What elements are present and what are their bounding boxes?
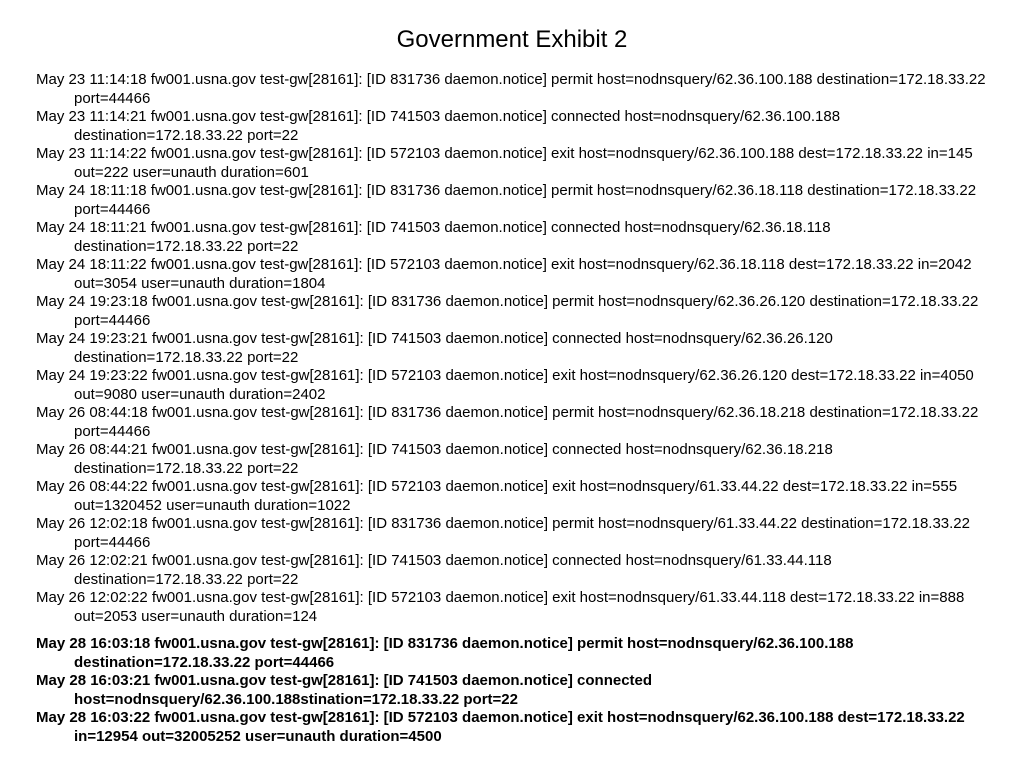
highlighted-log-entry: May 28 16:03:18 fw001.usna.gov test-gw[28161]: [ID 831736 daemon.notice] permit host=nodnsquery/62.36.100.188 destination=172.18.33.22 port=44466 — [36, 635, 854, 671]
log-entry: May 24 19:23:22 fw001.usna.gov test-gw[28161]: [ID 572103 daemon.notice] exit host=nodnsquery/62.36.26.120 dest=172.18.33.22 in=4050 out=9080 user=unauth duration=2402 — [36, 367, 974, 403]
log-entry: May 24 19:23:18 fw001.usna.gov test-gw[28161]: [ID 831736 daemon.notice] permit host=nodnsquery/62.36.26.120 destination=172.18.33.22 port=44466 — [36, 293, 979, 329]
log-entry: May 23 11:14:22 fw001.usna.gov test-gw[28161]: [ID 572103 daemon.notice] exit host=nodnsquery/62.36.100.188 dest=172.18.33.22 in=145 out=222 user=unauth duration=601 — [36, 145, 973, 181]
log-entry: May 26 12:02:18 fw001.usna.gov test-gw[28161]: [ID 831736 daemon.notice] permit host=nodnsquery/61.33.44.22 destination=172.18.33.22 port=44466 — [36, 515, 970, 551]
regular-entries — [36, 71, 996, 626]
log-entry: May 26 12:02:21 fw001.usna.gov test-gw[28161]: [ID 741503 daemon.notice] connected host=nodnsquery/61.33.44.118 destination=172.18.33.22 port=22 — [36, 552, 832, 588]
log-entry: May 26 12:02:22 fw001.usna.gov test-gw[28161]: [ID 572103 daemon.notice] exit host=nodnsquery/61.33.44.118 dest=172.18.33.22 in=888 out=2053 user=unauth duration=124 — [36, 589, 965, 625]
log-entry: May 24 18:11:18 fw001.usna.gov test-gw[28161]: [ID 831736 daemon.notice] permit host=nodnsquery/62.36.18.118 destination=172.18.33.22 port=44466 — [36, 182, 977, 218]
log-entry: May 24 18:11:22 fw001.usna.gov test-gw[28161]: [ID 572103 daemon.notice] exit host=nodnsquery/62.36.18.118 dest=172.18.33.22 in=2042 out=3054 user=unauth duration=1804 — [36, 256, 972, 292]
log-entry: May 26 08:44:18 fw001.usna.gov test-gw[28161]: [ID 831736 daemon.notice] permit host=nodnsquery/62.36.18.218 destination=172.18.33.22 port=44466 — [36, 404, 979, 440]
highlighted-log-entry: May 28 16:03:22 fw001.usna.gov test-gw[28161]: [ID 572103 daemon.notice] exit host=nodnsquery/62.36.100.188 dest=172.18.33.22 in=12954 out=32005252 user=unauth duration=4500 — [36, 709, 965, 745]
highlighted-entries — [36, 635, 996, 746]
slide-title: Government Exhibit 2 — [396, 26, 628, 53]
log-entry: May 26 08:44:22 fw001.usna.gov test-gw[28161]: [ID 572103 daemon.notice] exit host=nodnsquery/61.33.44.22 dest=172.18.33.22 in=555 out=1320452 user=unauth duration=1022 — [36, 478, 958, 514]
highlighted-log-entry: May 28 16:03:21 fw001.usna.gov test-gw[28161]: [ID 741503 daemon.notice] connected host=nodnsquery/62.36.100.188stination=172.18.33.22 port=22 — [36, 672, 653, 708]
log-entry: May 23 11:14:18 fw001.usna.gov test-gw[28161]: [ID 831736 daemon.notice] permit host=nodnsquery/62.36.100.188 destination=172.18.33.22 port=44466 — [36, 71, 986, 107]
log-list — [36, 71, 996, 746]
log-entry: May 26 08:44:21 fw001.usna.gov test-gw[28161]: [ID 741503 daemon.notice] connected host=nodnsquery/62.36.18.218 destination=172.18.33.22 port=22 — [36, 441, 833, 477]
log-entry: May 23 11:14:21 fw001.usna.gov test-gw[28161]: [ID 741503 daemon.notice] connected host=nodnsquery/62.36.100.188 destination=172.18.33.22 port=22 — [36, 108, 841, 144]
log-entry: May 24 18:11:21 fw001.usna.gov test-gw[28161]: [ID 741503 daemon.notice] connected host=nodnsquery/62.36.18.118 destination=172.18.33.22 port=22 — [36, 219, 831, 255]
log-entry: May 24 19:23:21 fw001.usna.gov test-gw[28161]: [ID 741503 daemon.notice] connected host=nodnsquery/62.36.26.120 destination=172.18.33.22 port=22 — [36, 330, 833, 366]
